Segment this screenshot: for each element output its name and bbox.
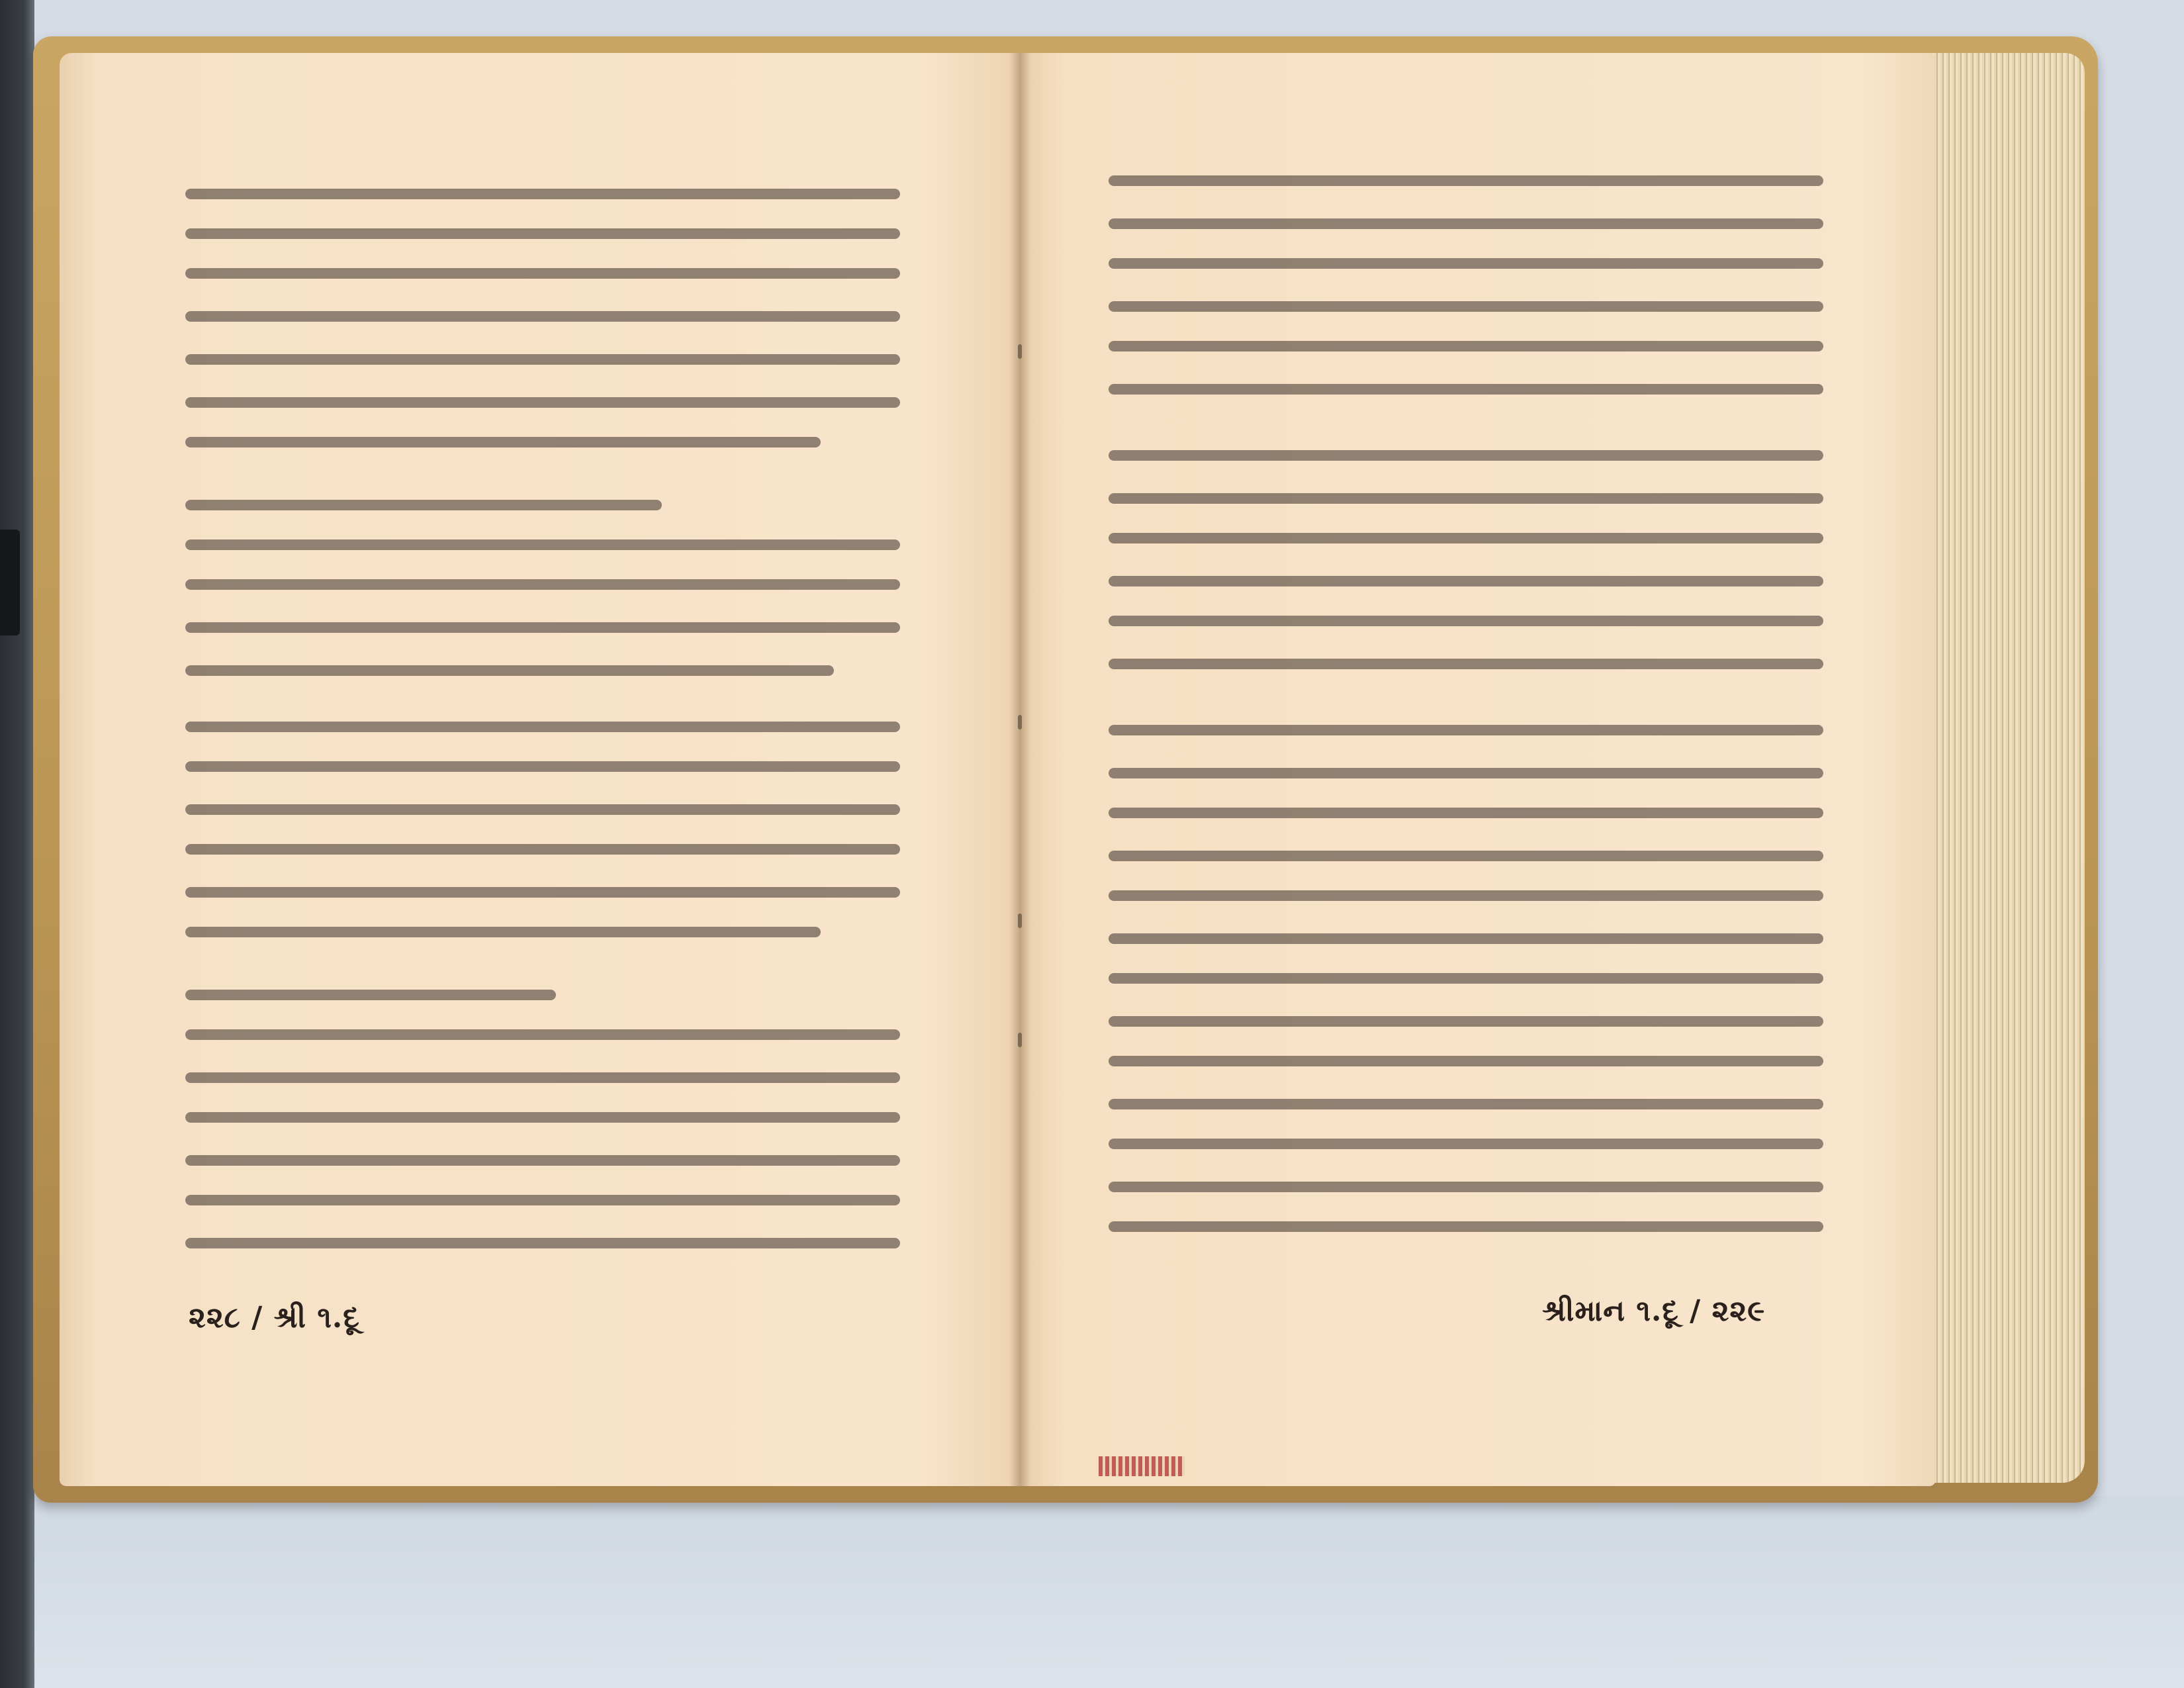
table-edge	[0, 0, 34, 1688]
right-page-footer: શ્રીમાન ૧.દૂ / ૨૨૯	[1542, 1294, 1766, 1328]
book-gutter	[1009, 53, 1030, 1486]
text-line-placeholder	[185, 397, 900, 408]
left-page-footer: ૨૨૮ / શ્રી ૧.દૂ	[189, 1301, 360, 1335]
binding-stitch	[1018, 1033, 1022, 1047]
text-line-placeholder	[185, 1029, 900, 1040]
text-line-placeholder	[185, 189, 900, 199]
text-line-placeholder	[185, 1238, 900, 1248]
text-line-placeholder	[1109, 1056, 1823, 1066]
text-line-placeholder	[1109, 973, 1823, 984]
text-line-placeholder	[185, 354, 900, 365]
text-line-placeholder	[1109, 890, 1823, 901]
text-line-placeholder	[1109, 341, 1823, 352]
text-line-placeholder	[1109, 768, 1823, 778]
text-line-placeholder	[185, 437, 821, 447]
text-line-placeholder	[185, 1072, 900, 1083]
page-edges	[1923, 53, 2085, 1483]
table-notch	[0, 530, 20, 635]
text-line-placeholder	[185, 622, 900, 633]
text-line-placeholder	[1109, 1221, 1823, 1232]
text-line-placeholder	[185, 990, 556, 1000]
text-line-placeholder	[1109, 493, 1823, 504]
text-line-placeholder	[185, 844, 900, 855]
text-line-placeholder	[1109, 808, 1823, 818]
text-line-placeholder	[1109, 533, 1823, 543]
text-line-placeholder	[1109, 175, 1823, 186]
scanner-bed	[34, 1496, 2184, 1688]
text-line-placeholder	[185, 311, 900, 322]
text-line-placeholder	[1109, 851, 1823, 861]
text-line-placeholder	[185, 722, 900, 732]
spine-headband	[1099, 1456, 1185, 1476]
text-line-placeholder	[1109, 1016, 1823, 1027]
text-line-placeholder	[1109, 1182, 1823, 1192]
text-line-placeholder	[185, 927, 821, 937]
text-line-placeholder	[1109, 933, 1823, 944]
text-line-placeholder	[1109, 218, 1823, 229]
text-line-placeholder	[1109, 384, 1823, 395]
text-line-placeholder	[185, 761, 900, 772]
text-line-placeholder	[185, 500, 662, 510]
text-line-placeholder	[1109, 725, 1823, 735]
text-line-placeholder	[185, 539, 900, 550]
text-line-placeholder	[1109, 450, 1823, 461]
text-line-placeholder	[185, 1195, 900, 1205]
text-line-placeholder	[185, 804, 900, 815]
binding-stitch	[1018, 715, 1022, 729]
text-line-placeholder	[1109, 258, 1823, 269]
text-line-placeholder	[1109, 1099, 1823, 1109]
text-line-placeholder	[1109, 576, 1823, 586]
text-line-placeholder	[185, 268, 900, 279]
binding-stitch	[1018, 344, 1022, 359]
text-line-placeholder	[185, 579, 900, 590]
text-line-placeholder	[185, 228, 900, 239]
text-line-placeholder	[1109, 1139, 1823, 1149]
text-line-placeholder	[185, 665, 834, 676]
binding-stitch	[1018, 914, 1022, 928]
text-line-placeholder	[1109, 301, 1823, 312]
text-line-placeholder	[1109, 616, 1823, 626]
text-line-placeholder	[185, 1112, 900, 1123]
text-line-placeholder	[185, 1155, 900, 1166]
text-line-placeholder	[185, 887, 900, 898]
text-line-placeholder	[1109, 659, 1823, 669]
